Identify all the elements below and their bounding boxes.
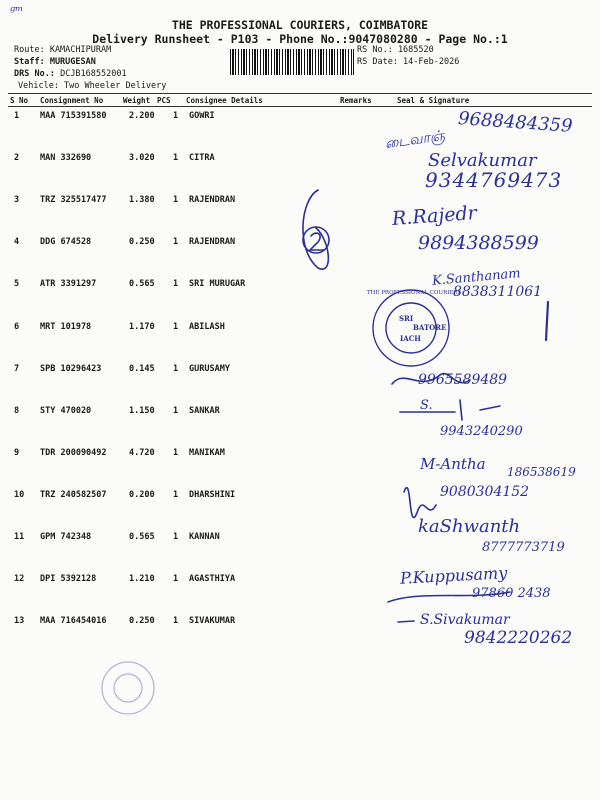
faded-stamp-inner [114, 674, 142, 702]
drs-label: DRS No.: [14, 69, 55, 79]
row-weight: 2.200 [129, 111, 155, 121]
row12-phone: 97860 2438 [472, 586, 551, 601]
row-consignee: DHARSHINI [189, 490, 236, 500]
row-weight: 1.170 [129, 322, 155, 332]
row-consignee: GOWRI [189, 111, 215, 121]
row-sno: 13 [14, 616, 25, 626]
row-consignment: DPI 5392128 [40, 574, 97, 584]
row-sno: 2 [14, 153, 20, 163]
col-sno: S No [10, 96, 29, 105]
col-seal-signature: Seal & Signature [397, 96, 470, 105]
row13-signature: S.Sivakumar [420, 612, 510, 628]
row-weight: 4.720 [129, 448, 155, 458]
signature-stroke-row10 [404, 488, 436, 518]
row13-phone: 9842220262 [464, 628, 573, 648]
row-consignee: KANNAN [189, 532, 220, 542]
row-weight: 1.150 [129, 406, 155, 416]
vehicle-label: Vehicle: Two Wheeler Delivery [18, 81, 167, 91]
row-weight: 0.145 [129, 364, 155, 374]
row11-phone: 8777773719 [482, 540, 565, 555]
row-sno: 4 [14, 237, 20, 247]
row8-phone: 9943240290 [440, 424, 523, 439]
row-sno: 8 [14, 406, 20, 416]
row-consignment: SPB 10296423 [40, 364, 102, 374]
tick-stroke [546, 302, 548, 340]
row9-phone: 186538619 [507, 465, 576, 479]
seal-center-top: SRI [399, 314, 414, 323]
row-consignee: RAJENDRAN [189, 195, 236, 205]
row-pcs: 1 [173, 490, 179, 500]
row-pcs: 1 [173, 237, 179, 247]
row-sno: 6 [14, 322, 20, 332]
row-weight: 1.210 [129, 574, 155, 584]
row-sno: 10 [14, 490, 25, 500]
row11-signature: kaShwanth [418, 516, 521, 537]
row-consignment: ATR 3391297 [40, 279, 97, 289]
col-consignee: Consignee Details [186, 96, 263, 105]
row-consignee: SANKAR [189, 406, 220, 416]
row-pcs: 1 [173, 279, 179, 289]
row-consignee: SRI MURUGAR [189, 279, 246, 289]
row-consignee: RAJENDRAN [189, 237, 236, 247]
row12-signature: P.Kuppusamy [399, 563, 508, 588]
route-label: Route: KAMACHIPURAM [14, 45, 112, 55]
row7-phone: 9965589489 [418, 372, 508, 388]
row-consignment: MAN 332690 [40, 153, 92, 163]
row10-phone: 9080304152 [440, 484, 530, 500]
row1-signature: டைவாஞ் [384, 127, 446, 153]
row-consignment: GPM 742348 [40, 532, 92, 542]
row3-signature: R.Rajedr [391, 202, 478, 230]
faded-stamp-outer [102, 662, 154, 714]
row-consignee: GURUSAMY [189, 364, 230, 374]
signature-stroke-row8 [400, 400, 500, 420]
row-sno: 3 [14, 195, 20, 205]
row2-name: Selvakumar [428, 150, 537, 171]
row5-phone: 8838311061 [453, 284, 543, 300]
row9-signature: M-Antha [420, 455, 486, 473]
row-consignee: MANIKAM [189, 448, 225, 458]
row-consignment: MRT 101978 [40, 322, 92, 332]
row-consignee: CITRA [189, 153, 215, 163]
col-pcs: PCS [157, 96, 171, 105]
row-pcs: 1 [173, 406, 179, 416]
row-pcs: 1 [173, 448, 179, 458]
col-weight: Weight [123, 96, 151, 105]
row-consignment: STY 470020 [40, 406, 92, 416]
row-consignment: DDG 674528 [40, 237, 92, 247]
rs-number: RS No.: 1685520 [357, 45, 434, 55]
col-consignment: Consignment No [40, 96, 104, 105]
staff-label: Staff: MURUGESAN [14, 57, 96, 67]
row-consignment: MAA 715391580 [40, 111, 107, 121]
row-pcs: 1 [173, 616, 179, 626]
row-consignment: TRZ 325517477 [40, 195, 107, 205]
company-title: THE PROFESSIONAL COURIERS, COIMBATORE [171, 18, 429, 32]
row8-signature: S. [420, 398, 433, 413]
row-sno: 11 [14, 532, 25, 542]
row-sno: 1 [14, 111, 20, 121]
row-pcs: 1 [173, 574, 179, 584]
rs-date: RS Date: 14-Feb-2026 [357, 57, 460, 67]
row-consignment: TRZ 240582507 [40, 490, 107, 500]
row-sno: 12 [14, 574, 25, 584]
row-consignment: TDR 200090492 [40, 448, 107, 458]
row-sno: 5 [14, 279, 20, 289]
row-pcs: 1 [173, 153, 179, 163]
seal-center-mid: BATORE [413, 323, 447, 332]
row-consignee: AGASTHIYA [189, 574, 236, 584]
row-weight: 1.380 [129, 195, 155, 205]
row-pcs: 1 [173, 532, 179, 542]
row-pcs: 1 [173, 111, 179, 121]
row-weight: 0.250 [129, 237, 155, 247]
seal-center-bottom: IACH [400, 334, 421, 343]
col-remarks: Remarks [340, 96, 372, 105]
row-weight: 0.250 [129, 616, 155, 626]
signature-dash-row13 [398, 621, 414, 622]
drs-value: DCJB168552001 [60, 69, 127, 79]
row-weight: 0.565 [129, 532, 155, 542]
seal-ring-text: THE PROFESSIONAL COURIERS [367, 290, 462, 296]
row-sno: 7 [14, 364, 20, 374]
row4-phone: 9894388599 [418, 232, 539, 254]
runsheet-subtitle: Delivery Runsheet - P103 - Phone No.:9047080280 - Page No.:1 [92, 32, 508, 46]
row-consignment: MAA 716454016 [40, 616, 107, 626]
row-pcs: 1 [173, 364, 179, 374]
row-weight: 0.565 [129, 279, 155, 289]
row5-signature: K.Santhanam [431, 266, 522, 289]
row1-phone: 9688484359 [457, 108, 574, 137]
row-weight: 3.020 [129, 153, 155, 163]
row-consignee: SIVAKUMAR [189, 616, 236, 626]
row-pcs: 1 [173, 322, 179, 332]
row-sno: 9 [14, 448, 20, 458]
row-consignee: ABILASH [189, 322, 225, 332]
corner-handwritten-mark: ᵍᵐ [10, 4, 24, 19]
row2-phone: 9344769473 [425, 168, 563, 192]
row-pcs: 1 [173, 195, 179, 205]
row-weight: 0.200 [129, 490, 155, 500]
